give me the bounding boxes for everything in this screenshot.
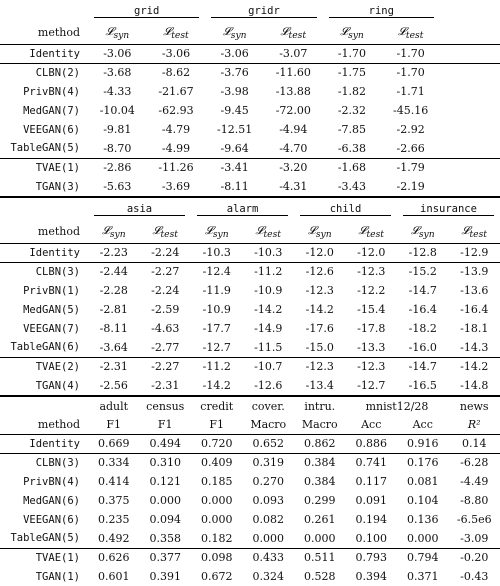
method-name-cell: TableGAN(6) bbox=[0, 338, 88, 357]
value-cell: -6.38 bbox=[323, 139, 382, 158]
value-cell: -14.2 bbox=[449, 357, 500, 376]
value-cell: 0.511 bbox=[294, 548, 346, 567]
value-cell: 0.121 bbox=[140, 472, 192, 491]
method-column-header: method bbox=[0, 415, 88, 434]
value-cell: -16.4 bbox=[449, 300, 500, 319]
dataset-header: cover. bbox=[243, 396, 295, 415]
value-cell: -3.98 bbox=[205, 82, 264, 101]
table-row bbox=[0, 158, 500, 177]
value-cell: 0.194 bbox=[346, 510, 398, 529]
table-row bbox=[0, 63, 500, 82]
value-cell: 0.000 bbox=[191, 491, 243, 510]
value-cell: -7.85 bbox=[323, 120, 382, 139]
value-cell: -1.70 bbox=[323, 44, 382, 63]
value-cell: -2.27 bbox=[140, 262, 192, 281]
value-cell: -12.7 bbox=[346, 376, 398, 395]
value-cell: 0.384 bbox=[294, 472, 346, 491]
value-cell: -16.4 bbox=[397, 300, 449, 319]
value-cell: 0.100 bbox=[346, 529, 398, 548]
value-cell: -2.24 bbox=[140, 243, 192, 262]
value-cell: 0.414 bbox=[88, 472, 140, 491]
value-cell: 0.000 bbox=[294, 529, 346, 548]
value-cell: -2.77 bbox=[140, 338, 192, 357]
value-cell: 0.916 bbox=[397, 434, 449, 453]
value-cell: 0.261 bbox=[294, 510, 346, 529]
value-cell: 0.000 bbox=[140, 491, 192, 510]
dataset-header: census bbox=[140, 396, 192, 415]
value-cell: -3.76 bbox=[205, 63, 264, 82]
value-cell: -1.70 bbox=[381, 63, 440, 82]
value-cell: 0.299 bbox=[294, 491, 346, 510]
value-cell: 0.091 bbox=[346, 491, 398, 510]
empty-cell bbox=[440, 44, 500, 63]
value-cell: 0.093 bbox=[243, 491, 295, 510]
value-cell: -12.6 bbox=[243, 376, 295, 395]
value-cell: -11.5 bbox=[243, 338, 295, 357]
value-cell: -11.2 bbox=[191, 357, 243, 376]
value-cell: -4.31 bbox=[264, 177, 323, 196]
table-row bbox=[0, 567, 500, 586]
value-cell: 0.669 bbox=[88, 434, 140, 453]
sub-header-lsyn: 𝓛$_{syn}$ bbox=[294, 221, 346, 243]
group-header-child: child bbox=[300, 203, 391, 216]
value-cell: -4.70 bbox=[264, 139, 323, 158]
value-cell: -4.99 bbox=[147, 139, 206, 158]
method-name-cell: VEEGAN(6) bbox=[0, 510, 88, 529]
results-table-real-data bbox=[0, 395, 500, 586]
table-row bbox=[0, 281, 500, 300]
value-cell: -1.71 bbox=[381, 82, 440, 101]
table-row bbox=[0, 101, 500, 120]
table-row bbox=[0, 338, 500, 357]
value-cell: 0.377 bbox=[140, 548, 192, 567]
value-cell: 0.270 bbox=[243, 472, 295, 491]
value-cell: -13.88 bbox=[264, 82, 323, 101]
metric-header: F1 bbox=[88, 415, 140, 434]
metric-header: Acc bbox=[346, 415, 398, 434]
method-name-cell: VEEGAN(7) bbox=[0, 319, 88, 338]
value-cell: -12.3 bbox=[346, 262, 398, 281]
value-cell: -3.06 bbox=[205, 44, 264, 63]
value-cell: -14.7 bbox=[397, 357, 449, 376]
value-cell: -11.26 bbox=[147, 158, 206, 177]
value-cell: -4.33 bbox=[88, 82, 147, 101]
value-cell: -8.80 bbox=[449, 491, 500, 510]
value-cell: 0.235 bbox=[88, 510, 140, 529]
method-name-cell: MedGAN(7) bbox=[0, 101, 88, 120]
value-cell: 0.720 bbox=[191, 434, 243, 453]
value-cell: 0.794 bbox=[397, 548, 449, 567]
value-cell: -12.7 bbox=[191, 338, 243, 357]
value-cell: 0.371 bbox=[397, 567, 449, 586]
metric-header-row bbox=[0, 415, 500, 434]
value-cell: -9.81 bbox=[88, 120, 147, 139]
method-name-cell: TableGAN(5) bbox=[0, 139, 88, 158]
method-name-cell: Identity bbox=[0, 44, 88, 63]
metric-header: Acc bbox=[397, 415, 449, 434]
value-cell: -1.70 bbox=[381, 44, 440, 63]
value-cell: -12.0 bbox=[346, 243, 398, 262]
value-cell: -11.9 bbox=[191, 281, 243, 300]
value-cell: -2.44 bbox=[88, 262, 140, 281]
value-cell: 0.358 bbox=[140, 529, 192, 548]
sub-header-row bbox=[0, 22, 500, 44]
value-cell: -2.28 bbox=[88, 281, 140, 300]
value-cell: 0.409 bbox=[191, 453, 243, 472]
value-cell: -15.2 bbox=[397, 262, 449, 281]
value-cell: -8.62 bbox=[147, 63, 206, 82]
value-cell: -12.3 bbox=[346, 357, 398, 376]
sub-header-lsyn: 𝓛$_{syn}$ bbox=[191, 221, 243, 243]
value-cell: 0.310 bbox=[140, 453, 192, 472]
value-cell: -13.6 bbox=[449, 281, 500, 300]
group-header-grid: grid bbox=[94, 5, 199, 18]
method-name-cell: MedGAN(5) bbox=[0, 300, 88, 319]
table-row bbox=[0, 300, 500, 319]
sub-header-ltest: 𝓛$_{test}$ bbox=[140, 221, 192, 243]
value-cell: -1.82 bbox=[323, 82, 382, 101]
value-cell: -14.2 bbox=[294, 300, 346, 319]
value-cell: -4.49 bbox=[449, 472, 500, 491]
value-cell: -0.43 bbox=[449, 567, 500, 586]
dataset-header: adult bbox=[88, 396, 140, 415]
group-header-insurance: insurance bbox=[403, 203, 494, 216]
value-cell: -3.68 bbox=[88, 63, 147, 82]
value-cell: -2.31 bbox=[88, 357, 140, 376]
value-cell: -12.9 bbox=[449, 243, 500, 262]
method-name-cell: PrivBN(4) bbox=[0, 472, 88, 491]
table-row bbox=[0, 139, 500, 158]
value-cell: -2.32 bbox=[323, 101, 382, 120]
method-name-cell: TGAN(1) bbox=[0, 567, 88, 586]
value-cell: -12.3 bbox=[294, 281, 346, 300]
value-cell: -4.63 bbox=[140, 319, 192, 338]
dataset-header: mnist12/28 bbox=[346, 396, 449, 415]
value-cell: -2.27 bbox=[140, 357, 192, 376]
value-cell: -12.4 bbox=[191, 262, 243, 281]
metric-header: Macro bbox=[243, 415, 295, 434]
value-cell: -14.7 bbox=[397, 281, 449, 300]
group-header-row bbox=[0, 0, 500, 22]
table-row bbox=[0, 120, 500, 139]
results-table-simulated-gaussian bbox=[0, 0, 500, 196]
value-cell: -10.9 bbox=[243, 281, 295, 300]
value-cell: 0.14 bbox=[449, 434, 500, 453]
value-cell: -15.0 bbox=[294, 338, 346, 357]
value-cell: 0.098 bbox=[191, 548, 243, 567]
metric-header: Macro bbox=[294, 415, 346, 434]
sub-header-lsyn: 𝓛$_{syn}$ bbox=[397, 221, 449, 243]
value-cell: 0.741 bbox=[346, 453, 398, 472]
table-row bbox=[0, 434, 500, 453]
value-cell: -10.04 bbox=[88, 101, 147, 120]
value-cell: -14.2 bbox=[243, 300, 295, 319]
group-header-alarm: alarm bbox=[197, 203, 288, 216]
value-cell: 0.319 bbox=[243, 453, 295, 472]
sub-header-ltest: 𝓛$_{test}$ bbox=[346, 221, 398, 243]
method-name-cell: CLBN(2) bbox=[0, 63, 88, 82]
value-cell: 0.652 bbox=[243, 434, 295, 453]
value-cell: -4.79 bbox=[147, 120, 206, 139]
value-cell: -1.75 bbox=[323, 63, 382, 82]
value-cell: -13.4 bbox=[294, 376, 346, 395]
method-name-cell: TVAE(2) bbox=[0, 357, 88, 376]
metric-header: F1 bbox=[191, 415, 243, 434]
sub-header-lsyn: 𝓛$_{syn}$ bbox=[323, 22, 382, 44]
value-cell: -16.0 bbox=[397, 338, 449, 357]
empty-cell bbox=[440, 101, 500, 120]
value-cell: 0.334 bbox=[88, 453, 140, 472]
value-cell: 0.081 bbox=[397, 472, 449, 491]
value-cell: -13.3 bbox=[346, 338, 398, 357]
sub-header-ltest: 𝓛$_{test}$ bbox=[264, 22, 323, 44]
table-row bbox=[0, 44, 500, 63]
empty-cell bbox=[440, 120, 500, 139]
value-cell: 0.433 bbox=[243, 548, 295, 567]
value-cell: -8.70 bbox=[88, 139, 147, 158]
empty-cell bbox=[440, 82, 500, 101]
value-cell: -12.51 bbox=[205, 120, 264, 139]
value-cell: -2.31 bbox=[140, 376, 192, 395]
value-cell: -12.0 bbox=[294, 243, 346, 262]
table-row bbox=[0, 319, 500, 338]
dataset-header-row bbox=[0, 396, 500, 415]
value-cell: -3.69 bbox=[147, 177, 206, 196]
table-row bbox=[0, 453, 500, 472]
value-cell: -3.09 bbox=[449, 529, 500, 548]
method-name-cell: TableGAN(5) bbox=[0, 529, 88, 548]
method-name-cell: PrivBN(4) bbox=[0, 82, 88, 101]
value-cell: -10.9 bbox=[191, 300, 243, 319]
value-cell: -3.43 bbox=[323, 177, 382, 196]
value-cell: -6.5e6 bbox=[449, 510, 500, 529]
sub-header-ltest: 𝓛$_{test}$ bbox=[243, 221, 295, 243]
value-cell: -5.63 bbox=[88, 177, 147, 196]
value-cell: -12.6 bbox=[294, 262, 346, 281]
method-name-cell: CLBN(3) bbox=[0, 453, 88, 472]
value-cell: 0.394 bbox=[346, 567, 398, 586]
panel1-body bbox=[0, 44, 500, 196]
value-cell: -45.16 bbox=[381, 101, 440, 120]
value-cell: 0.136 bbox=[397, 510, 449, 529]
table-row bbox=[0, 177, 500, 196]
value-cell: 0.000 bbox=[397, 529, 449, 548]
value-cell: -8.11 bbox=[205, 177, 264, 196]
method-column-header: method bbox=[0, 221, 88, 243]
value-cell: -21.67 bbox=[147, 82, 206, 101]
value-cell: -14.2 bbox=[191, 376, 243, 395]
value-cell: -3.41 bbox=[205, 158, 264, 177]
table-row bbox=[0, 529, 500, 548]
value-cell: -10.3 bbox=[243, 243, 295, 262]
value-cell: -9.64 bbox=[205, 139, 264, 158]
empty-cell bbox=[440, 63, 500, 82]
sub-header-ltest: 𝓛$_{test}$ bbox=[147, 22, 206, 44]
group-header-asia: asia bbox=[94, 203, 185, 216]
value-cell: -1.68 bbox=[323, 158, 382, 177]
table-row bbox=[0, 472, 500, 491]
value-cell: -2.59 bbox=[140, 300, 192, 319]
table-row bbox=[0, 491, 500, 510]
value-cell: 0.324 bbox=[243, 567, 295, 586]
value-cell: -17.7 bbox=[191, 319, 243, 338]
value-cell: 0.082 bbox=[243, 510, 295, 529]
method-name-cell: Identity bbox=[0, 243, 88, 262]
sub-header-ltest: 𝓛$_{test}$ bbox=[381, 22, 440, 44]
value-cell: -12.8 bbox=[397, 243, 449, 262]
dataset-header: credit bbox=[191, 396, 243, 415]
value-cell: 0.117 bbox=[346, 472, 398, 491]
table-row bbox=[0, 357, 500, 376]
method-name-cell: VEEGAN(6) bbox=[0, 120, 88, 139]
value-cell: -62.93 bbox=[147, 101, 206, 120]
value-cell: 0.176 bbox=[397, 453, 449, 472]
value-cell: -13.9 bbox=[449, 262, 500, 281]
value-cell: 0.384 bbox=[294, 453, 346, 472]
value-cell: -3.20 bbox=[264, 158, 323, 177]
value-cell: -4.94 bbox=[264, 120, 323, 139]
value-cell: 0.000 bbox=[191, 510, 243, 529]
value-cell: -3.64 bbox=[88, 338, 140, 357]
value-cell: -2.66 bbox=[381, 139, 440, 158]
sub-header-row bbox=[0, 221, 500, 243]
value-cell: -16.5 bbox=[397, 376, 449, 395]
value-cell: -2.23 bbox=[88, 243, 140, 262]
value-cell: 0.492 bbox=[88, 529, 140, 548]
value-cell: 0.094 bbox=[140, 510, 192, 529]
value-cell: -12.3 bbox=[294, 357, 346, 376]
value-cell: 0.862 bbox=[294, 434, 346, 453]
value-cell: -0.20 bbox=[449, 548, 500, 567]
sub-header-lsyn: 𝓛$_{syn}$ bbox=[205, 22, 264, 44]
table-row bbox=[0, 510, 500, 529]
value-cell: -1.79 bbox=[381, 158, 440, 177]
value-cell: -3.06 bbox=[88, 44, 147, 63]
results-table-bayesian-network bbox=[0, 196, 500, 395]
empty-cell bbox=[440, 177, 500, 196]
table-row bbox=[0, 548, 500, 567]
value-cell: -2.86 bbox=[88, 158, 147, 177]
value-cell: -72.00 bbox=[264, 101, 323, 120]
method-name-cell: TGAN(3) bbox=[0, 177, 88, 196]
value-cell: -18.2 bbox=[397, 319, 449, 338]
value-cell: 0.375 bbox=[88, 491, 140, 510]
value-cell: -14.3 bbox=[449, 338, 500, 357]
method-name-cell: TVAE(1) bbox=[0, 548, 88, 567]
table-row bbox=[0, 376, 500, 395]
table-row bbox=[0, 262, 500, 281]
value-cell: -17.8 bbox=[346, 319, 398, 338]
value-cell: -6.28 bbox=[449, 453, 500, 472]
value-cell: 0.182 bbox=[191, 529, 243, 548]
value-cell: -9.45 bbox=[205, 101, 264, 120]
value-cell: 0.672 bbox=[191, 567, 243, 586]
dataset-header: intru. bbox=[294, 396, 346, 415]
value-cell: 0.601 bbox=[88, 567, 140, 586]
value-cell: 0.000 bbox=[243, 529, 295, 548]
metric-header: R² bbox=[449, 415, 500, 434]
empty-cell bbox=[440, 158, 500, 177]
value-cell: -2.24 bbox=[140, 281, 192, 300]
value-cell: -17.6 bbox=[294, 319, 346, 338]
value-cell: -11.60 bbox=[264, 63, 323, 82]
group-header-ring: ring bbox=[329, 5, 434, 18]
sub-header-ltest: 𝓛$_{test}$ bbox=[449, 221, 500, 243]
table-row bbox=[0, 243, 500, 262]
value-cell: -2.19 bbox=[381, 177, 440, 196]
method-name-cell: Identity bbox=[0, 434, 88, 453]
value-cell: 0.104 bbox=[397, 491, 449, 510]
group-header-gridr: gridr bbox=[211, 5, 316, 18]
value-cell: -3.07 bbox=[264, 44, 323, 63]
value-cell: -2.81 bbox=[88, 300, 140, 319]
sub-header-lsyn: 𝓛$_{syn}$ bbox=[88, 221, 140, 243]
value-cell: -8.11 bbox=[88, 319, 140, 338]
sub-header-lsyn: 𝓛$_{syn}$ bbox=[88, 22, 147, 44]
method-name-cell: TVAE(1) bbox=[0, 158, 88, 177]
method-column-header: method bbox=[0, 22, 88, 44]
table-row bbox=[0, 82, 500, 101]
value-cell: -2.92 bbox=[381, 120, 440, 139]
value-cell: -10.3 bbox=[191, 243, 243, 262]
value-cell: -18.1 bbox=[449, 319, 500, 338]
value-cell: 0.494 bbox=[140, 434, 192, 453]
method-name-cell: TGAN(4) bbox=[0, 376, 88, 395]
value-cell: -14.8 bbox=[449, 376, 500, 395]
value-cell: 0.626 bbox=[88, 548, 140, 567]
value-cell: -14.9 bbox=[243, 319, 295, 338]
empty-cell bbox=[440, 139, 500, 158]
metric-header: F1 bbox=[140, 415, 192, 434]
value-cell: -12.2 bbox=[346, 281, 398, 300]
value-cell: 0.391 bbox=[140, 567, 192, 586]
value-cell: 0.185 bbox=[191, 472, 243, 491]
value-cell: -10.7 bbox=[243, 357, 295, 376]
dataset-header: news bbox=[449, 396, 500, 415]
value-cell: -2.56 bbox=[88, 376, 140, 395]
method-name-cell: PrivBN(1) bbox=[0, 281, 88, 300]
value-cell: 0.793 bbox=[346, 548, 398, 567]
value-cell: 0.886 bbox=[346, 434, 398, 453]
value-cell: 0.528 bbox=[294, 567, 346, 586]
method-name-cell: MedGAN(6) bbox=[0, 491, 88, 510]
value-cell: -15.4 bbox=[346, 300, 398, 319]
value-cell: -11.2 bbox=[243, 262, 295, 281]
group-header-row bbox=[0, 197, 500, 221]
value-cell: -3.06 bbox=[147, 44, 206, 63]
panel2-body bbox=[0, 243, 500, 395]
method-name-cell: CLBN(3) bbox=[0, 262, 88, 281]
panel3-body bbox=[0, 434, 500, 586]
